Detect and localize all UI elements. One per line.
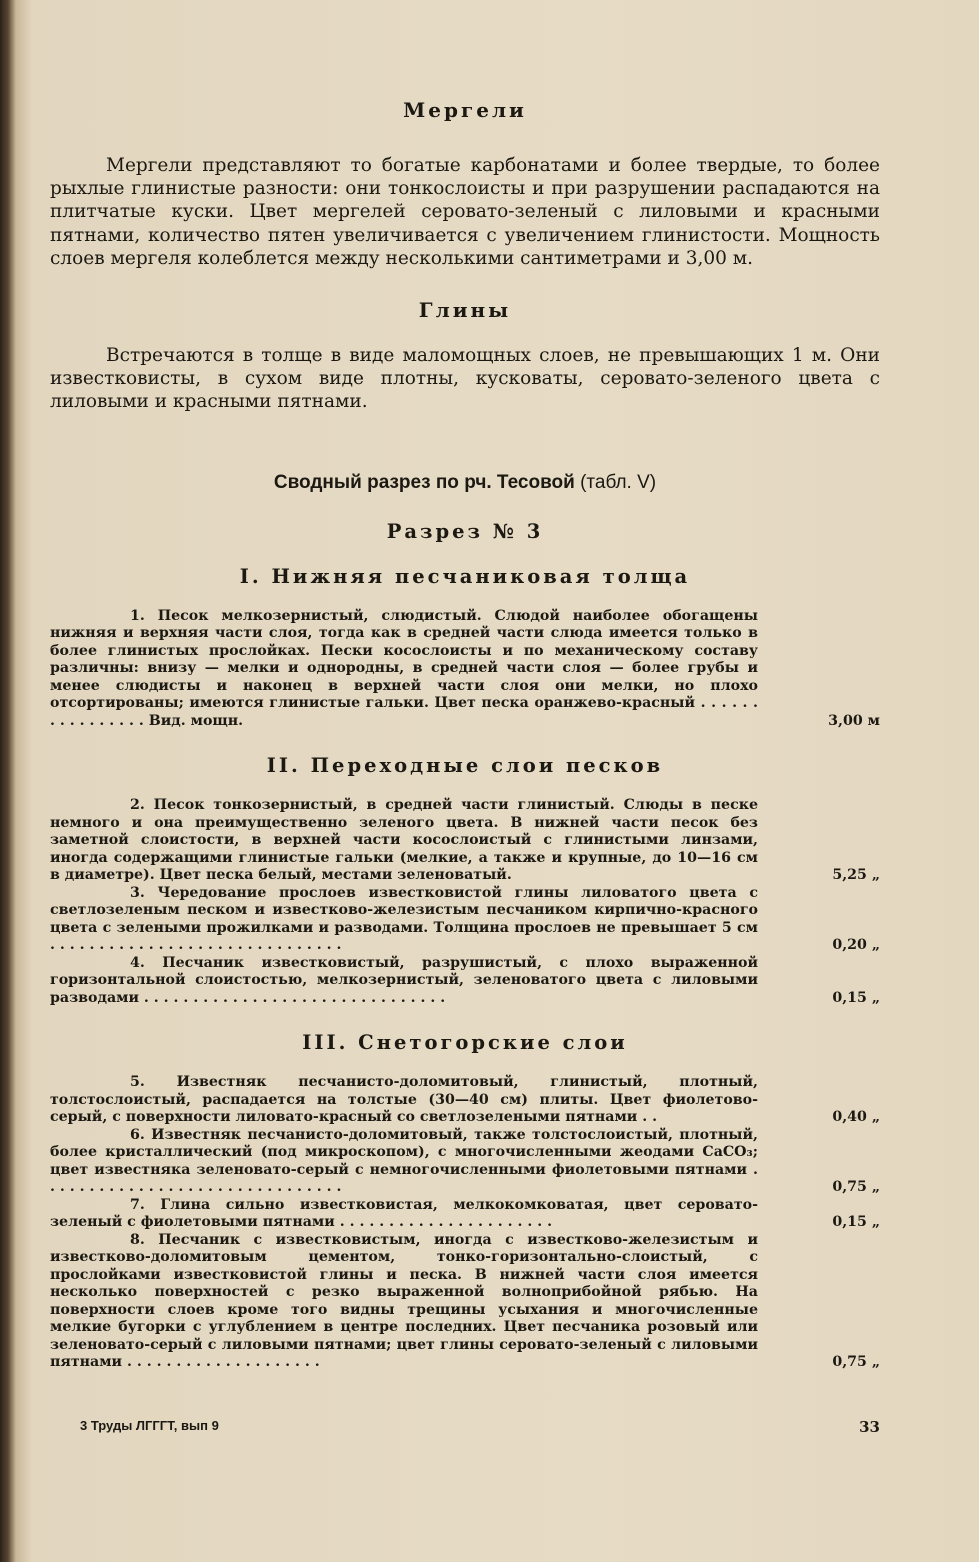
layer-text: 6. Известняк песчанисто-доломитовый, также толстослоистый, плотный, более кристаллический (под микроскопом), с многочисленными жеодами СаСО₃; цвет известняка зеленовато-серый с немногочисленными фиолетовыми пятнами . . . . . . . . . . . . . . . . . . . . . . . . . . . . . . . [50,1126,758,1196]
clays-paragraph [50,344,880,414]
clays-text: Встречаются в толще в виде маломощных слоев, не превышающих 1 м. Они известковисты, в сухом виде плотны, кусковаты, серовато-зеленого цвета с лиловыми и красными пятнами. [50,345,880,413]
layer-description [50,608,758,731]
layer-thickness: 0,75 „ [832,1354,880,1371]
layer-description [50,1074,758,1127]
marls-paragraph [50,154,880,270]
marls-heading: Мергели [403,98,527,122]
marls-text: Мергели представляют то богатые карбонатами и более твердые, то более рыхлые глинистые разности: они тонкослоисты и при разрушении распадаются на плитчатые куски. Цвет мергелей серовато-зеленый с лиловыми и красными пятнами, количество пятен увеличивается с увеличением глинистости. Мощность слоев мергеля колеблется между несколькими сантиметрами и 3,00 м. [50,155,880,269]
layer-entry [50,608,880,731]
layer-entry [50,1074,880,1127]
layer-text: 2. Песок тонкозернистый, в средней части глинистый. Слюды в песке немного и она преимущественно зеленого цвета. В нижней части песок без заметной слоистости, в верхней части косослоистый с глинистыми линзами, иногда содержащими глинистые гальки (мелкие, а также и крупные, до 10—16 см в диаметре). Цвет песка белый, местами зеленоватый. [50,797,758,884]
layer-entry [50,1197,880,1232]
layer-thickness: 0,15 „ [832,989,880,1006]
layer-text: 7. Глина сильно известковистая, мелкокомковатая, цвет серовато-зеленый с фиолетовыми пятнами . . . . . . . . . . . . . . . . . . . . . . [50,1196,758,1231]
layer-list [50,608,880,731]
layer-text: 4. Песчаник известковистый, разрушистый, с плохо выраженной горизонтальной слоистостью, мелкозернистый, зеленоватого цвета с лиловыми разводами . . . . . . . . . . . . . . . . . . . . . . . . . . . . . . . [50,954,758,1006]
layer-description [50,797,758,885]
summary-section-title [50,472,880,494]
page-footer [80,1418,880,1436]
layer-text: 1. Песок мелкозернистый, слюдистый. Слюдой наиболее обогащены нижняя и верхняя части слоя, тогда как в средней части слюда имеется только в более глинистых прослойках. Пески косослоисты и по механическому составу различны: внизу — мелки и однородны, в средней части слоя — более грубы и менее слюдисты и наконец в верхней части слоя они мелки, но плохо отсортированы; имеются глинистые гальки. Цвет песка оранжево-красный . . . . . . . . . . . . . . . . Вид. мощн. [50,607,758,729]
layer-entry [50,955,880,1008]
layer-thickness: 0,75 „ [832,1179,880,1196]
layer-entry [50,1127,880,1197]
layer-thickness: 0,15 „ [832,1214,880,1231]
layer-thickness: 0,40 „ [832,1109,880,1126]
group-title: I. Нижняя песчаниковая толща [239,564,691,588]
layer-description [50,1127,758,1197]
summary-title-main: Сводный разрез по рч. Тесовой [273,471,575,493]
layer-thickness: 5,25 „ [832,867,880,884]
layer-thickness: 0,20 „ [832,937,880,954]
layer-thickness: 3,00 м [828,712,880,729]
section-number: Разрез № 3 [386,519,544,543]
summary-title-ref: (табл. V) [580,471,657,493]
layer-text: 3. Чередование прослоев известковистой глины лиловатого цвета с светлозеленым песком и известково-железистым песчаником кирпично-красного цвета с зелеными прожилками и разводами. Толщина прослоев не превышает 5 см . . . . . . . . . . . . . . . . . . . . . . . . . . . . . . [50,884,758,954]
layer-description [50,955,758,1008]
page-content [50,0,880,1372]
layer-text: 5. Известняк песчанисто-доломитовый, глинистый, плотный, толстослоистый, распадается на толстые (30—40 см) плиты. Цвет фиолетово-серый, с поверхности лиловато-красный со светлозелеными пятнами . . [50,1074,758,1126]
page-number: 33 [859,1418,880,1436]
layer-description [50,1197,758,1232]
layer-entry [50,797,880,885]
layer-list [50,1074,880,1372]
layer-text: 8. Песчаник с известковистым, иногда с известково-железистым и известково-доломитовым цементом, тонко-горизонтально-слоистый, с прослойками известковистой глины и песка. В нижней части слоя имеется несколько поверхностей с резко выраженной волноприбойной рябью. На поверхности слоев кроме того видны трещины усыхания и многочисленные мелкие бугорки с углублением в центре последних. Цвет песчаника розовый или зеленовато-серый с лиловыми пятнами; цвет глины серовато-зеленый с лиловыми пятнами . . . . . . . . . . . . . . . . . . . . [50,1231,758,1371]
clays-heading: Глины [418,298,512,323]
group-title: II. Переходные слои песков [266,754,664,778]
layer-list [50,797,880,1007]
print-signature: 3 Труды ЛГГГТ, вып 9 [80,1418,219,1433]
layer-description [50,885,758,955]
layer-entry [50,885,880,955]
group-title: III. Снетогорские слои [302,1031,628,1055]
layer-description [50,1232,758,1372]
layer-entry [50,1232,880,1372]
